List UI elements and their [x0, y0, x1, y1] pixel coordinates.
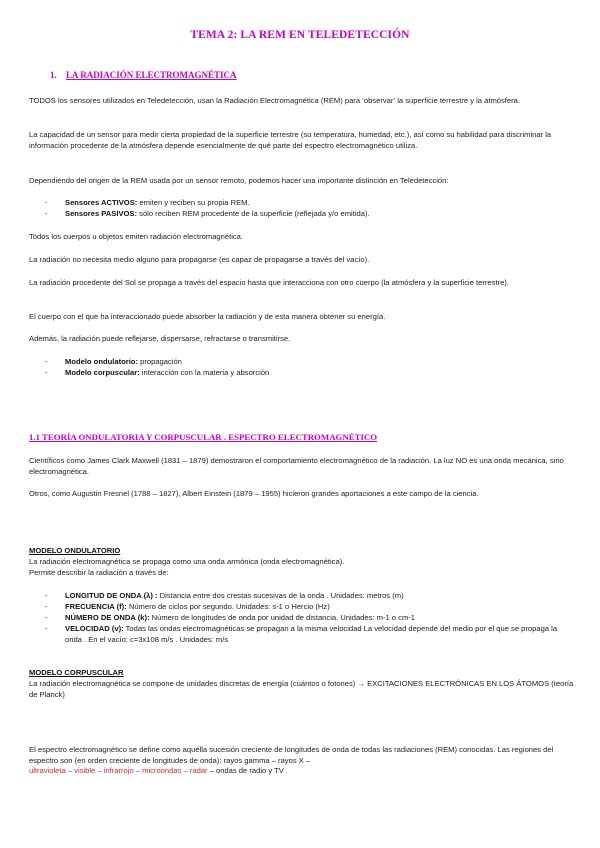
item-label: Sensores PASIVOS:: [65, 209, 138, 218]
list-item: - LONGITUD DE ONDA (λ) : Distancia entre dos crestas sucesivas de la onda . Unidades: metros (m): [45, 591, 404, 600]
spectrum-tail: – ondas de radio y TV .: [207, 766, 289, 776]
item-label: LONGITUD DE ONDA (λ) :: [65, 591, 158, 600]
list-item: - VELOCIDAD (v): Todas las ondas electromagnéticas se propagan a la misma velocidad La velocidad depende del medio por el que se propaga la onda . En el vacío: c=3x108 m/s . Unidades: m/s: [45, 624, 558, 644]
item-text: Número de ciclos por segundo. Unidades: s-1 o Hercio (Hz): [126, 602, 330, 611]
model-heading: MODELO ONDULATORIO: [29, 546, 121, 555]
list-item: - FRECUENCIA (f): Número de ciclos por segundo. Unidades: s-1 o Hercio (Hz): [45, 602, 330, 611]
item-text: emiten y reciben su propia REM.: [137, 198, 250, 207]
section-heading: [50, 70, 237, 81]
subsection-heading: 1.1 TEORÍA ONDULATORIA Y CORPUSCULAR . ESPECTRO ELECTROMAGNÉTICO: [29, 432, 378, 442]
item-label: Modelo corpuscular:: [65, 368, 140, 377]
item-label: Modelo ondulatorio:: [65, 357, 138, 366]
spectrum-highlight: ultravioleta – visible – infrarrojo – microondas – radar: [29, 766, 208, 776]
model-heading: MODELO CORPUSCULAR: [29, 668, 124, 677]
list-item: - Modelo ondulatorio: propagación: [45, 357, 182, 366]
paragraph: Permite describir la radiación a través de:: [29, 568, 169, 577]
paragraph: Otros, como Augustin Fresnel (1788 – 1827), Albert Einstein (1879 – 1955) hicieron grandes aportaciones a este campo de la ciencia.: [29, 489, 479, 498]
item-label: Sensores ACTIVOS:: [65, 198, 138, 207]
paragraph: La capacidad de un sensor para medir cierta propiedad de la superficie terrestre (su temperatura, humedad, etc.), así como su habilidad para discriminar la información procedente de la atmósfera depende esencialmente de qué parte del espectro electromagnético utiliza.: [29, 130, 552, 150]
item-text: Todas las ondas electromagnéticas se propagan a la misma velocidad La velocidad depende del medio por el que se propaga la onda . En el vacío: c=3x108 m/s . Unidades: m/s: [65, 624, 558, 644]
paragraph: Todos los cuerpos u objetos emiten radiación electromagnética.: [29, 232, 244, 241]
item-text: sólo reciben REM procedente de la superficie (reflejada y/o emitida).: [137, 209, 370, 218]
paragraph: TODOS los sensores utilizados en Teledetección, usan la Radiación Electromagnética (REM) para ‘observar’ la superficie terrestre y la atmósfera.: [29, 96, 521, 105]
item-text: propagación: [137, 357, 182, 366]
item-text: Distancia entre dos crestas sucesivas de la onda . Unidades: metros (m): [157, 591, 404, 600]
item-label: VELOCIDAD (v):: [65, 624, 124, 633]
paragraph: La radiación procedente del Sol se propaga a través del espacio hasta que interacciona con otro cuerpo (la atmósfera y la superficie terrestre).: [29, 278, 509, 287]
section-number: 1.: [50, 70, 57, 80]
item-label: NÚMERO DE ONDA (k):: [65, 613, 150, 622]
list-item: - NÚMERO DE ONDA (k): Número de longitudes de onda por unidad de distancia. Unidades: m-1 o cm-1: [45, 613, 416, 622]
spectrum-paragraph: [29, 745, 574, 777]
paragraph: El cuerpo con el que ha interaccionado puede absorber la radiación y de esta manera obtener su energía.: [29, 312, 386, 321]
list-item: - Sensores ACTIVOS: emiten y reciben su propia REM.: [45, 198, 250, 207]
section-heading-text: LA RADIACIÓN ELECTROMAGNÉTICA: [66, 70, 237, 80]
paragraph: La radiación electromagnética se propaga como una onda armónica (onda electromagnética).: [29, 557, 345, 566]
item-text: interacción con la materia y absorción: [139, 368, 270, 377]
spectrum-intro: El espectro electromagnético se define como aquélla sucesión creciente de longitudes de onda de todas las radiaciones (REM) conocidas. Las regiones del espectro son (en orden creciente de longitudes de onda): rayos gamma – rayos X –: [29, 745, 554, 765]
item-label: FRECUENCIA (f):: [65, 602, 127, 611]
list-item: - Modelo corpuscular: interacción con la materia y absorción: [45, 368, 270, 377]
paragraph: Científicos como James Clark Maxwell (1831 – 1879) demostraron el comportamiento electromagnético de la radiación. La luz NO es una onda mecánica, sino electromagnética.: [29, 456, 564, 476]
paragraph: Dependiendo del origen de la REM usada por un sensor remoto, podemos hacer una importante distinción en Teledetección:: [29, 176, 449, 185]
paragraph: La radiación electromagnética se compone de unidades discretas de energía (cuántos o fotones) → EXCITACIONES ELECTRÓNICAS EN LOS ÁTOMOS (teoría de Planck): [29, 679, 574, 699]
page-title: TEMA 2: LA REM EN TELEDETECCIÓN: [190, 29, 410, 41]
paragraph: Además, la radiación puede reflejarse, dispersarse, refractarse o transmitirse.: [29, 334, 291, 343]
paragraph: La radiación no necesita medio alguno para propagarse (es capaz de propagarse a través del vacío).: [29, 255, 370, 264]
list-item: - Sensores PASIVOS: sólo reciben REM procedente de la superficie (reflejada y/o emitida).: [45, 209, 370, 218]
item-text: Número de longitudes de onda por unidad de distancia. Unidades: m-1 o cm-1: [149, 613, 416, 622]
